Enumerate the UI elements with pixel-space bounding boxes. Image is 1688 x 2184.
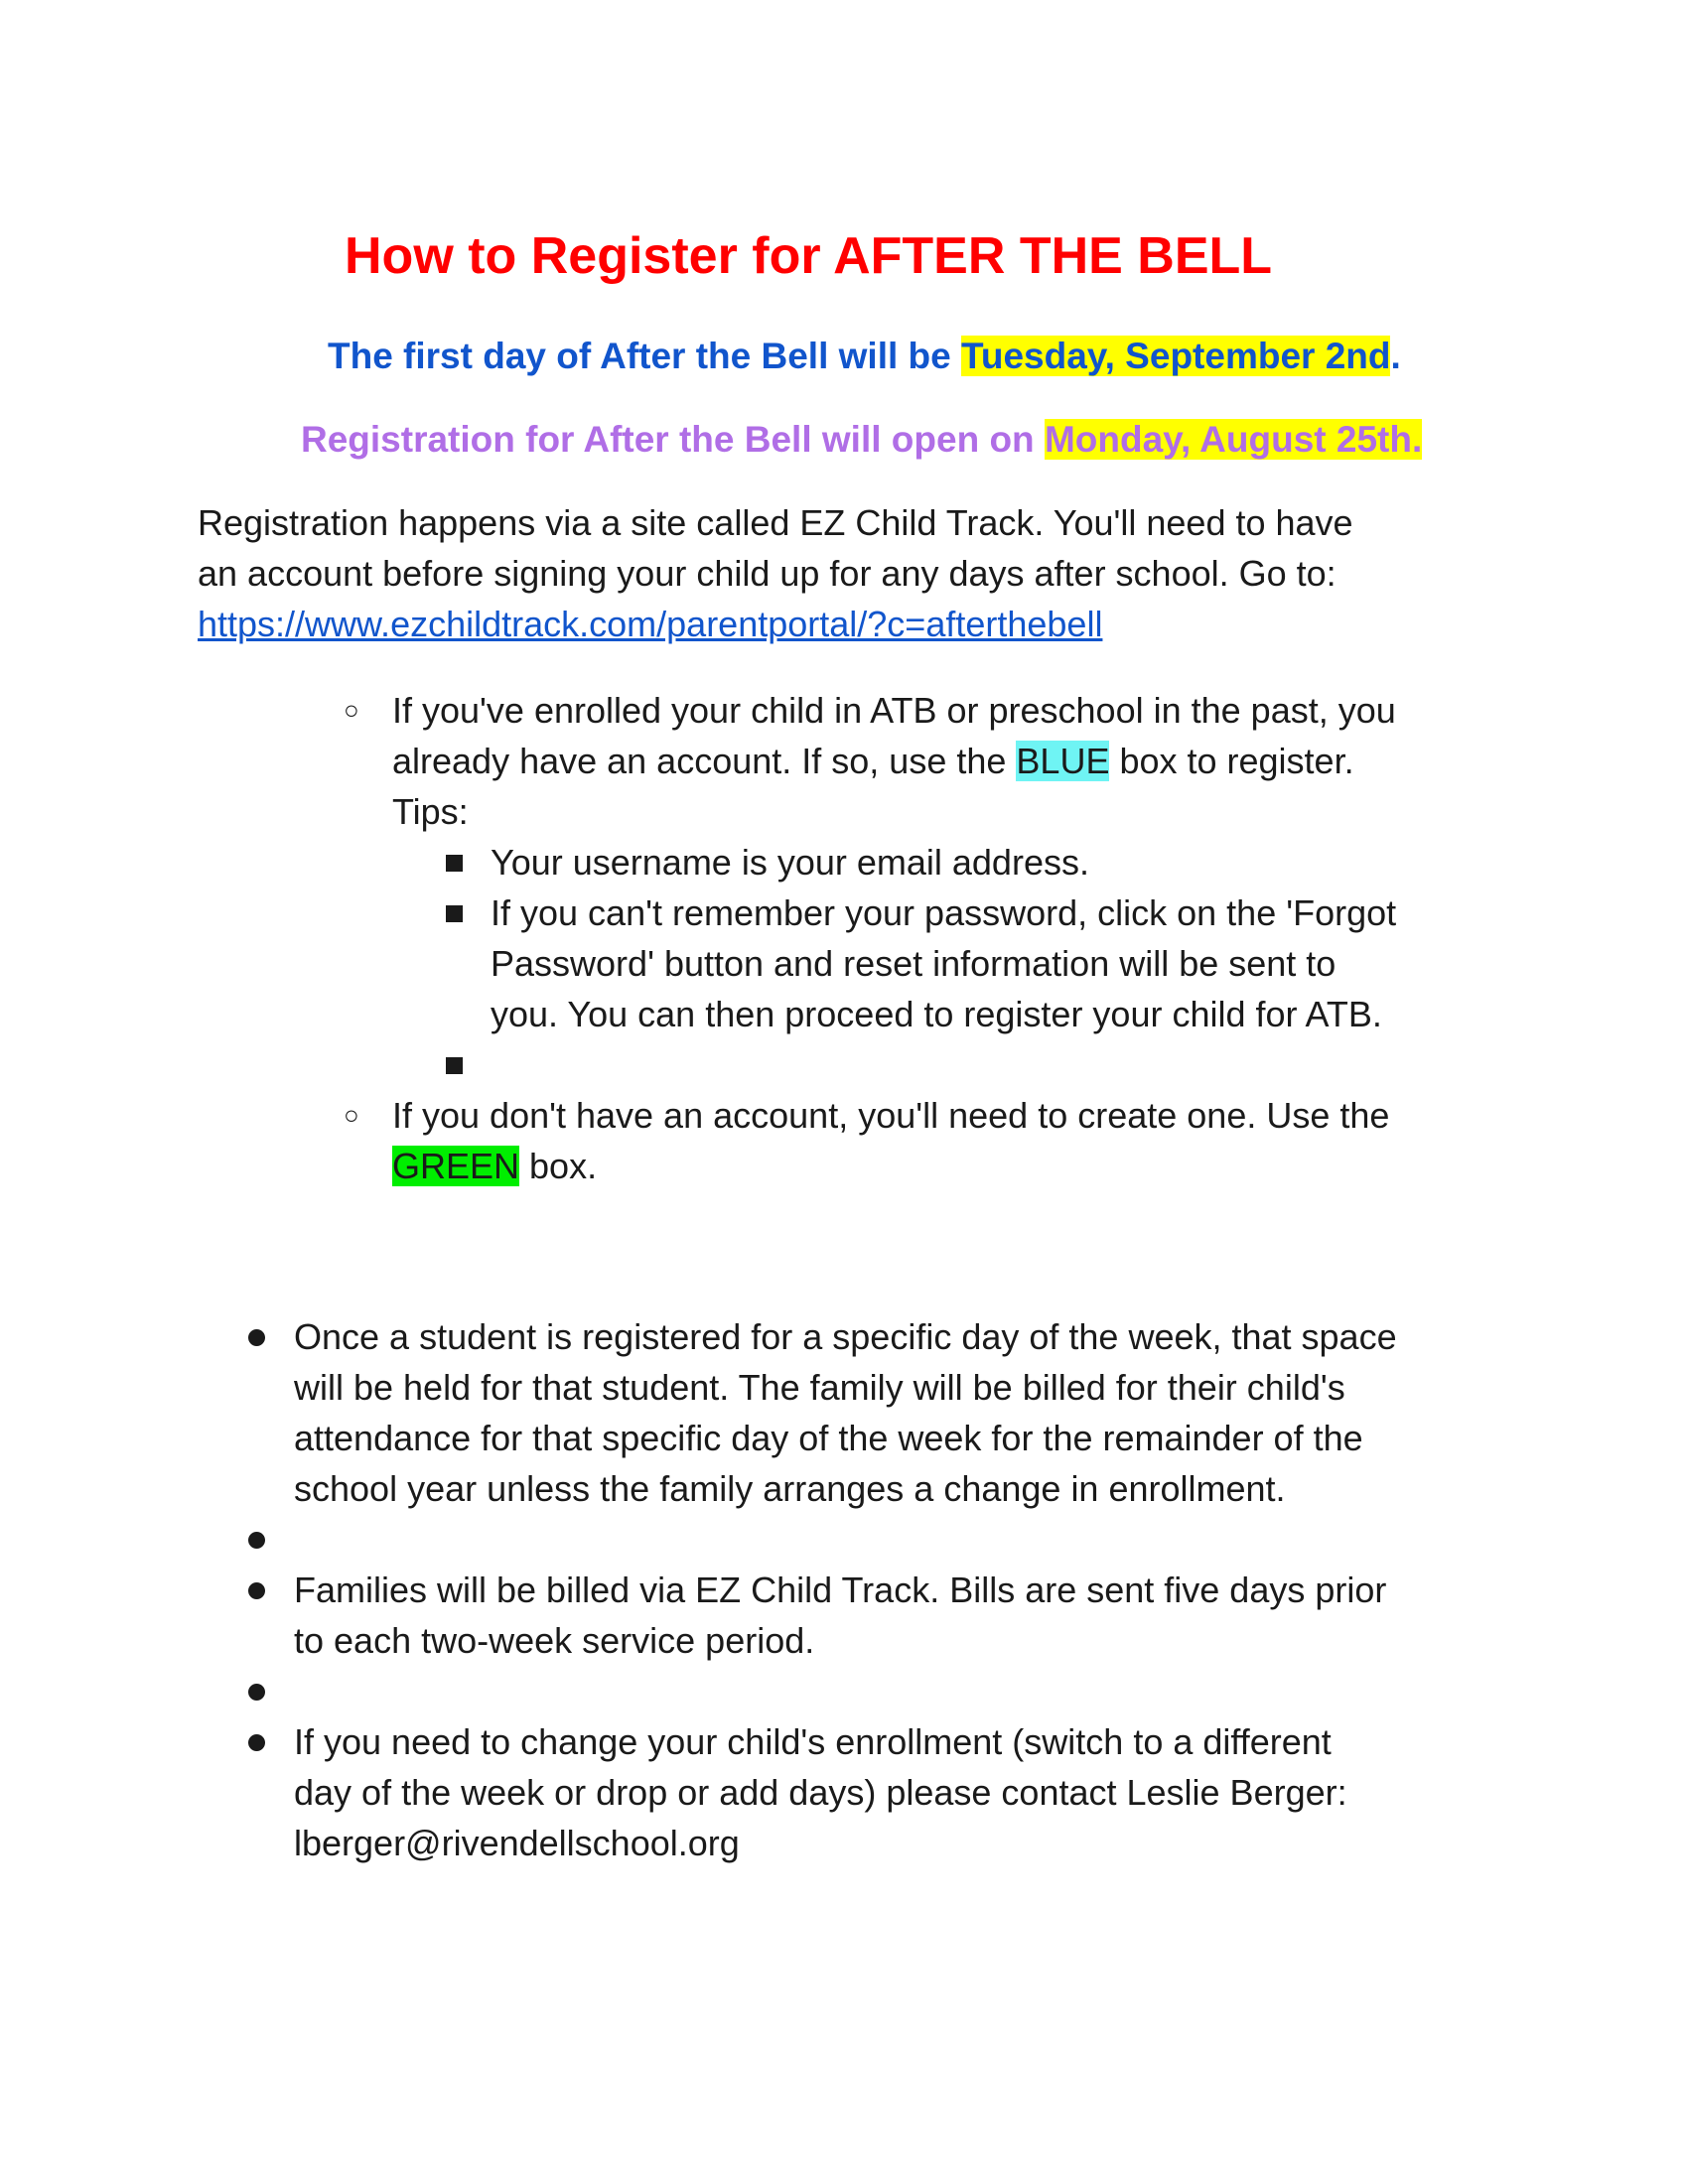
bullet-dot-icon <box>248 1734 265 1751</box>
intro-link-wrapper <box>198 599 1102 649</box>
hollow-circle-bullet-icon: ○ <box>344 1100 359 1130</box>
billing-hold-line-2: will be held for that student. The family will be billed for their child's <box>294 1367 1345 1408</box>
first-day-date: Tuesday, September 2nd <box>961 336 1391 376</box>
bullet-dot-icon <box>248 1684 265 1701</box>
contact-email: lberger@rivendellschool.org <box>294 1823 740 1863</box>
blue-box-highlight: BLUE <box>1016 741 1110 781</box>
bullet-dot-icon <box>248 1532 265 1549</box>
ezchildtrack-link[interactable]: https://www.ezchildtrack.com/parentportal/?c=afterthebell <box>198 604 1103 644</box>
existing-account-line-2 <box>392 736 1354 786</box>
new-account-line-2 <box>392 1141 597 1191</box>
billing-via-line-1: Families will be billed via EZ Child Track. Bills are sent five days prior <box>294 1570 1387 1610</box>
first-day-tail: . <box>1390 336 1401 376</box>
green-box-highlight: GREEN <box>392 1146 520 1186</box>
existing-account-line-2-post: box to register. <box>1109 741 1354 781</box>
billing-hold-line-3: attendance for that specific day of the week for the remainder of the <box>294 1418 1363 1458</box>
change-enrollment-line-2: day of the week or drop or add days) please contact Leslie Berger: <box>294 1772 1347 1813</box>
change-enrollment-line-1: If you need to change your child's enrollment (switch to a different <box>294 1721 1332 1762</box>
billing-hold-line-1: Once a student is registered for a specific day of the week, that space <box>294 1316 1397 1357</box>
square-bullet-icon <box>446 905 463 922</box>
page-title: How to Register for AFTER THE BELL <box>345 227 1273 285</box>
square-bullet-icon <box>446 1057 463 1074</box>
intro-line-1: Registration happens via a site called EZ Child Track. You'll need to have <box>198 502 1353 543</box>
bullet-dot-icon <box>248 1582 265 1599</box>
first-day-notice <box>328 334 1401 379</box>
billing-hold-line-4: school year unless the family arranges a change in enrollment. <box>294 1468 1286 1509</box>
new-account-line-2-post: box. <box>519 1146 598 1186</box>
registration-open-notice <box>301 417 1422 463</box>
hollow-circle-bullet-icon: ○ <box>344 695 359 725</box>
existing-account-line-1: If you've enrolled your child in ATB or preschool in the past, you <box>392 690 1396 731</box>
billing-via-line-2: to each two-week service period. <box>294 1620 815 1661</box>
registration-open-lead: Registration for After the Bell will open on <box>301 419 1045 460</box>
tip-password-line-1: If you can't remember your password, click on the 'Forgot <box>491 892 1397 933</box>
first-day-lead: The first day of After the Bell will be <box>328 336 961 376</box>
existing-account-line-2-pre: already have an account. If so, use the <box>392 741 1017 781</box>
tips-heading: Tips: <box>392 791 469 832</box>
tip-username: Your username is your email address. <box>491 842 1089 883</box>
square-bullet-icon <box>446 855 463 872</box>
intro-line-2: an account before signing your child up for any days after school. Go to: <box>198 553 1336 594</box>
new-account-line-1: If you don't have an account, you'll need to create one. Use the <box>392 1095 1390 1136</box>
tip-password-line-2: Password' button and reset information will be sent to <box>491 943 1336 984</box>
bullet-dot-icon <box>248 1329 265 1346</box>
registration-open-date: Monday, August 25th. <box>1044 419 1423 460</box>
tip-password-line-3: you. You can then proceed to register your child for ATB. <box>491 994 1382 1034</box>
